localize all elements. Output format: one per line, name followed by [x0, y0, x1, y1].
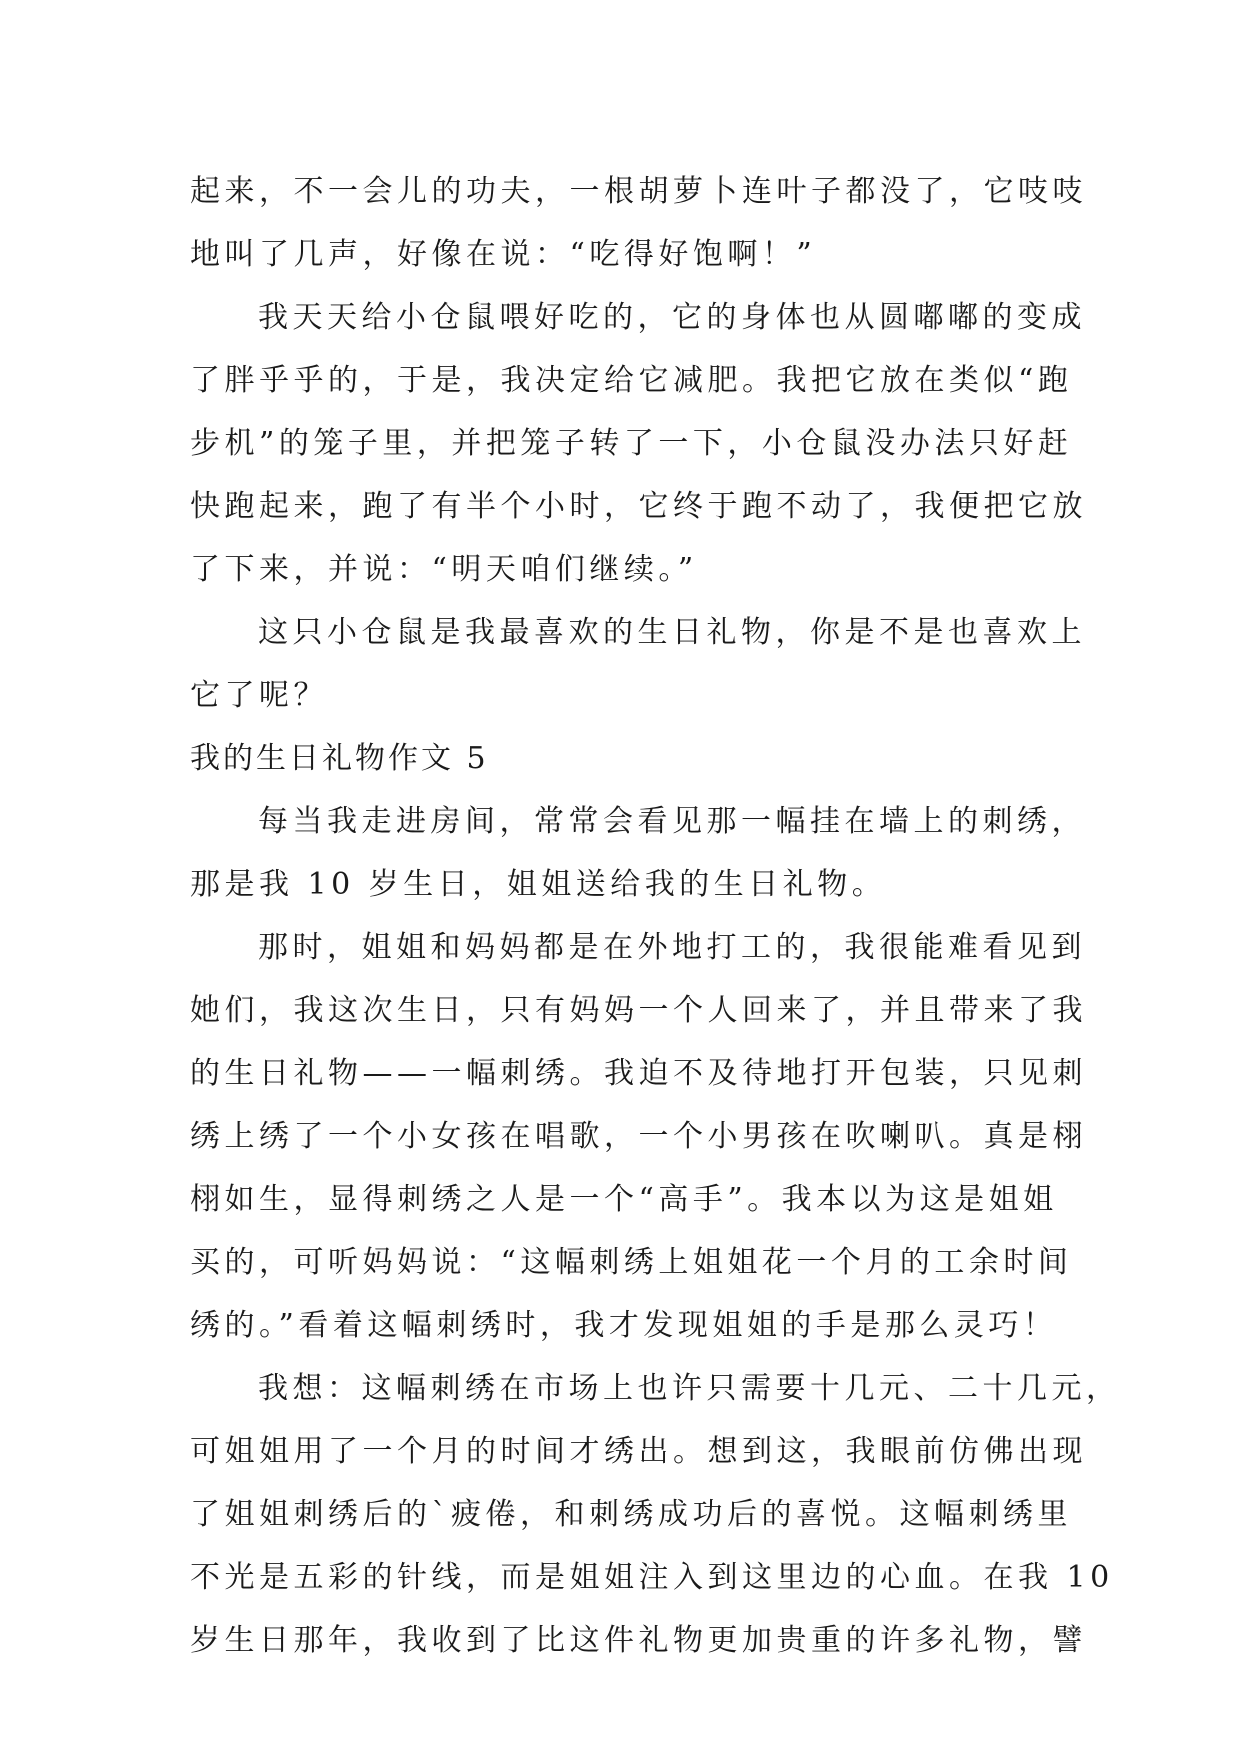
text-line: 绣上绣了一个小女孩在唱歌，一个小男孩在吹喇叭。真是栩: [190, 1119, 1087, 1154]
text-line: 的生日礼物——一幅刺绣。我迫不及待地打开包装，只见刺: [190, 1056, 1087, 1091]
text-line: 岁生日那年，我收到了比这件礼物更加贵重的许多礼物，譬: [190, 1623, 1087, 1658]
text-line: 她们，我这次生日，只有妈妈一个人回来了，并且带来了我: [190, 993, 1087, 1028]
document-body: [190, 160, 1121, 1672]
text-line: 可姐姐用了一个月的时间才绣出。想到这，我眼前仿佛出现: [190, 1434, 1087, 1469]
text-line: 了胖乎乎的，于是，我决定给它减肥。我把它放在类似“跑: [190, 363, 1073, 398]
text-line: 了下来，并说：“明天咱们继续。”: [190, 552, 698, 587]
text-line: 快跑起来，跑了有半个小时，它终于跑不动了，我便把它放: [190, 489, 1087, 524]
text-line: 绣的。”看着这幅刺绣时，我才发现姐姐的手是那么灵巧！: [190, 1308, 1058, 1343]
text-line: 栩如生，显得刺绣之人是一个“高手”。我本以为这是姐姐: [190, 1182, 1058, 1217]
text-line: 我想：这幅刺绣在市场上也许只需要十几元、二十几元，: [258, 1371, 1121, 1406]
text-line: 步机”的笼子里，并把笼子转了一下，小仓鼠没办法只好赶: [190, 426, 1073, 461]
text-line: 起来，不一会儿的功夫，一根胡萝卜连叶子都没了，它吱吱: [190, 174, 1087, 209]
text-line: 这只小仓鼠是我最喜欢的生日礼物，你是不是也喜欢上: [258, 615, 1086, 650]
section-heading: 我的生日礼物作文 5: [190, 741, 489, 776]
text-line: 买的，可听妈妈说：“这幅刺绣上姐姐花一个月的工余时间: [190, 1245, 1073, 1280]
text-line: 每当我走进房间，常常会看见那一幅挂在墙上的刺绣，: [258, 804, 1086, 839]
text-line: 地叫了几声，好像在说：“吃得好饱啊！”: [190, 237, 817, 272]
text-line: 那时，姐姐和妈妈都是在外地打工的，我很能难看见到: [258, 930, 1086, 965]
text-line: 不光是五彩的针线，而是姐姐注入到这里边的心血。在我 10: [190, 1560, 1114, 1595]
text-line: 它了呢？: [190, 678, 328, 713]
text-line: 了姐姐刺绣后的`疲倦，和刺绣成功后的喜悦。这幅刺绣里: [190, 1497, 1072, 1532]
text-line: 我天天给小仓鼠喂好吃的，它的身体也从圆嘟嘟的变成: [258, 300, 1086, 335]
text-line: 那是我 10 岁生日，姐姐送给我的生日礼物。: [190, 867, 887, 902]
